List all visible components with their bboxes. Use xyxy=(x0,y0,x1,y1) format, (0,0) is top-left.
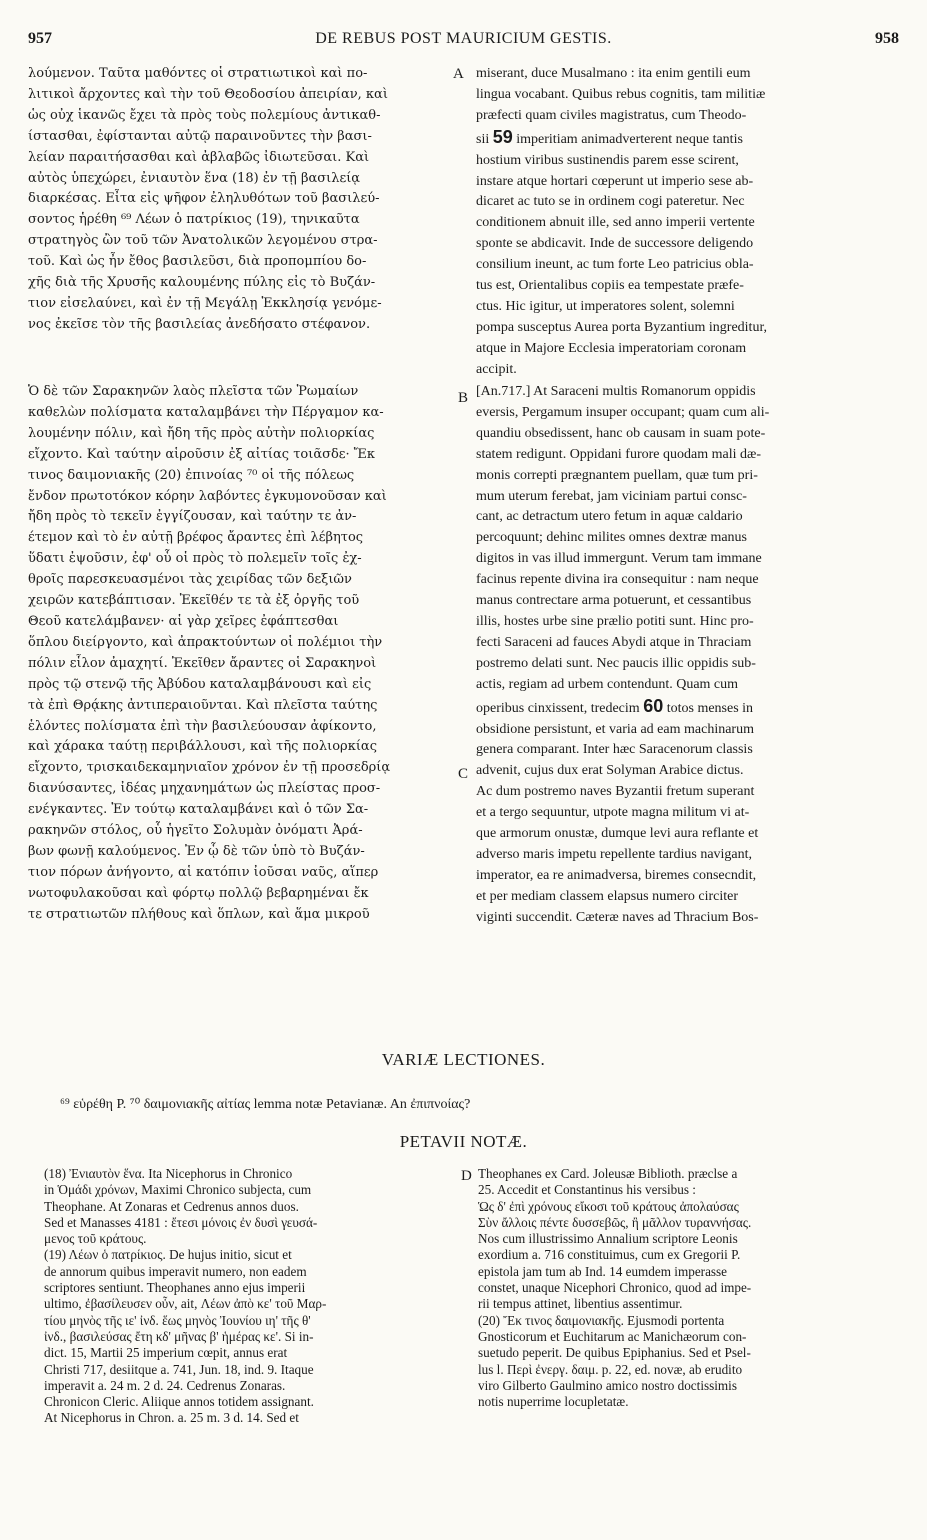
latin-text-line: miserant, duce Musalmano : ita enim gentili eum xyxy=(476,66,751,81)
margin-marker-b: B xyxy=(458,390,469,406)
latin-text-line: instare atque hortari cœperunt ut imperio sese ab- xyxy=(476,173,754,189)
note-line: epistola jam tum ab Ind. 14 eumdem imperasse xyxy=(478,1263,728,1279)
greek-text-line: βων φωνῇ καλούμενος. Ἐν ᾧ δὲ τῶν ὑπὸ τὸ Βυζάν- xyxy=(28,843,365,859)
latin-column-bottom xyxy=(476,382,900,929)
greek-text-line: νωτοφυλακοῦσαι καὶ φόρτῳ πολλῷ βεβαρημέναι ἔκ xyxy=(28,885,369,901)
latin-text-line: postremo delati sunt. Nec paucis illic oppidis sub- xyxy=(476,655,756,671)
latin-text-line: digitos in vas illud immergunt. Verum tam immane xyxy=(476,551,762,567)
greek-text-line: σοντος ἡρέθη ⁶⁹ Λέων ὁ πατρίκιος (19), τηνικαῦτα xyxy=(28,212,360,228)
latin-text-line: cant, ac detractum utero fetum in aquæ caldario xyxy=(476,509,743,525)
latin-text-line: adverso maris impetu repellente tardius navigant, xyxy=(476,846,753,862)
latin-text-line: [An.717.] At Saraceni multis Romanorum oppidis xyxy=(476,384,756,399)
greek-text-line: εἴχοντο, τρισκαιδεκαμηνιαῖον χρόνον ἐν τῇ προσεδρίᾳ xyxy=(28,760,391,776)
note-line: suetudo peperit. De quibus Epiphanius. Sed et Psel- xyxy=(478,1345,751,1361)
latin-text-line: fecti Saraceni ad fauces Abydi atque in Thraciam xyxy=(476,634,752,650)
greek-text-line: τοῦ. Καὶ ὡς ἦν ἔθος βασιλεῦσι, διὰ προπομπίου δο- xyxy=(28,254,367,270)
notes-column-left xyxy=(44,1166,464,1427)
page-number-left: 957 xyxy=(28,30,52,47)
margin-marker-c: C xyxy=(458,766,469,782)
latin-text-line: operibus cinxissent, tredecim 60 totos menses in xyxy=(476,695,754,716)
note-line: Nos cum illustrissimo Annalium scriptore Leonis xyxy=(478,1231,738,1247)
note-line: (20) Ἔκ τινος δαιμονιακῆς. Ejusmodi portenta xyxy=(478,1312,725,1328)
note-line: Ὡς δ' ἐπὶ χρόνους εἴκοσι τοῦ κράτους ἀπολαύσας xyxy=(478,1198,739,1214)
greek-text-line: Ὁ δὲ τῶν Σαρακηνῶν λαὸς πλεῖστα τῶν Ῥωμαίων xyxy=(28,384,359,399)
latin-text-line: præfecti quam civiles magistratus, cum Theodo- xyxy=(476,107,747,123)
greek-text-line: λούμενον. Ταῦτα μαθόντες οἱ στρατιωτικοὶ καὶ πο- xyxy=(28,66,368,81)
note-line: lus l. Περὶ ἐνεργ. δαιμ. p. 22, ed. novæ, ab erudito xyxy=(478,1361,743,1377)
note-line: (19) Λέων ὁ πατρίκιος. De hujus initio, sicut et xyxy=(44,1247,292,1263)
latin-text-line: ctus. Hic igitur, ut imperatores solent, solemni xyxy=(476,298,735,314)
page-number-right: 958 xyxy=(875,30,899,47)
note-line: Chronicon Cleric. Aliique annos totidem assignant. xyxy=(44,1394,314,1410)
greek-text-line: ὅπλου διείργοντο, καὶ ἀπρακτούντων οἱ πολέμιοι τὴν xyxy=(28,634,383,650)
latin-text-line: quandiu obsedissent, hanc ob causam in suam pote- xyxy=(476,425,766,441)
note-line: At Nicephorus in Chron. a. 25 m. 3 d. 14. Sed et xyxy=(44,1410,299,1426)
note-line: exordium a. 716 constituimus, cum ex Gregorii P. xyxy=(478,1247,741,1263)
note-line: Σὺν ἄλλοις πέντε δυσσεβῶς, ἢ μᾶλλον τυραννήσας. xyxy=(478,1214,752,1230)
greek-text-line: τινος δαιμονιακῆς (20) ἐπινοίας ⁷⁰ οἱ τῆς πόλεως xyxy=(28,467,355,483)
greek-text-line: ὡς οὐχ ἱκανῶς ἔχει τὰ πρὸς τοὺς πολεμίους ἀντικαθ- xyxy=(28,107,381,123)
marginal-page-number: 59 xyxy=(492,126,513,147)
latin-text-line: dicaret ac tuto se in ordinem cogi pateretur. Nec xyxy=(476,194,745,210)
note-line: (18) Ἐνιαυτὸν ἕνα. Ita Nicephorus in Chronico xyxy=(44,1166,293,1181)
greek-text-line: χῆς διὰ τῆς Χρυσῆς καλουμένης πύλης εἰς τὸ Βυζάν- xyxy=(28,275,376,291)
latin-text-line: tus est, Orientalibus copiis ea tempestate præfe- xyxy=(476,278,744,294)
note-line: notis nuperrime locupletatæ. xyxy=(478,1394,629,1410)
latin-text-line: pompa susceptus Aurea porta Byzantium ingreditur, xyxy=(476,319,768,335)
margin-marker-d: D xyxy=(461,1168,472,1184)
greek-text-line: καθελὼν πολίσματα καταλαμβάνει τὴν Πέργαμον κα- xyxy=(28,404,384,420)
note-line: viro Gilberto Gaulmino amico nostro doctissimis xyxy=(478,1377,737,1393)
latin-text-line: monis correpti prægnantem puellam, quæ tum pri- xyxy=(476,467,758,483)
note-line: scriptores sentiunt. Theophanes anno ejus imperii xyxy=(44,1280,306,1296)
latin-text-line: viginti succendit. Cæteræ naves ad Thracium Bos- xyxy=(476,909,759,925)
variae-lectiones-text: ⁶⁹ εὑρέθη P. ⁷⁰ δαιμονιακῆς αἰτίας lemma notæ Petavianæ. An ἐπιπνοίας? xyxy=(60,1097,471,1112)
greek-text-line: πρὸς τῷ στενῷ τῆς Ἀβύδου καταλαμβάνουσι καὶ εἰς xyxy=(28,676,372,692)
latin-text-line: hostium viribus sustinendis parem esse scirent, xyxy=(476,152,739,168)
latin-text-line: atque in Majore Ecclesia imperatoriam coronam xyxy=(476,340,747,356)
latin-text-line: que armorum onustæ, dumque levi aura reflante et xyxy=(476,826,759,842)
note-line: ἰνδ., βασιλεύσας ἔτη κδ' μῆνας β' ἡμέρας κε'. Si in- xyxy=(44,1328,314,1344)
latin-text-line: imperator, ea re animadversa, biremes consecndit, xyxy=(476,867,757,883)
latin-text-line: advenit, cujus dux erat Solyman Arabice dictus. xyxy=(476,763,744,779)
latin-text-line: illis, hostes urbe sine prælio potiti sunt. Hinc pro- xyxy=(476,613,754,629)
note-line: Theophanes ex Card. Joleusæ Biblioth. præclse a xyxy=(478,1166,738,1181)
greek-text-line: τε στρατιωτῶν πλήθους καὶ ὅπλων, καὶ ἅμα μικροῦ xyxy=(28,906,370,922)
greek-column-bottom xyxy=(28,382,454,926)
greek-text-line: ενέγκαντες. Ἐν τούτῳ καταλαμβάνει καὶ ὁ τῶν Σα- xyxy=(28,802,369,818)
greek-text-line: τιον εἰσελαύνει, καὶ ἐν τῇ Μεγάλῃ Ἐκκλησίᾳ γενόμε- xyxy=(28,295,382,311)
latin-text-line: statem redigunt. Oppidani furore quodam mali dæ- xyxy=(476,446,761,462)
note-line: constet, unaque Nicephori Chronico, quod ad impe- xyxy=(478,1280,752,1296)
greek-text-line: διανύσαντες, ἰδέας μηχανημάτων ὡς πλείστας προσ- xyxy=(28,781,381,797)
note-line: τίου μηνὸς τῆς ιε' ἰνδ. ἕως μηνὸς Ἰουνίου ιη' τῆς θ' xyxy=(44,1312,311,1328)
latin-text-line: genera comparant. Inter hæc Saracenorum classis xyxy=(476,742,753,758)
latin-text-line: mum uterum ferebat, jam viciniam partui consc- xyxy=(476,488,747,504)
greek-text-line: ἑλόντες πολίσματα ἐπὶ τὴν βασιλεύουσαν ἀφίκοντο, xyxy=(28,718,377,734)
latin-text-line: percoquunt; dehinc milites omnes dextræ manus xyxy=(476,530,748,546)
greek-text-line: τιον πόρων ἀνήγοντο, αἱ κατόπιν ἰοῦσαι ναῦς, αἵπερ xyxy=(28,864,379,880)
greek-text-line: διαρκέσας. Εἶτα εἰς ψῆφον ἐληλυθότων τοῦ βασιλεύ- xyxy=(28,191,380,207)
note-line: rii tempus attinet, libentius assentimur. xyxy=(478,1296,683,1312)
greek-text-line: θροῖς παρεσκευασμένοι τὰς χειρίδας τῶν δεξιῶν xyxy=(28,572,352,588)
greek-text-line: λιτικοὶ ἄρχοντες καὶ τὴν τοῦ Θεοδοσίου ἀπειρίαν, καὶ xyxy=(28,86,388,102)
note-line: dict. 15, Martii 25 imperium cœpit, annus erat xyxy=(44,1345,288,1361)
latin-text-line: accipit. xyxy=(476,361,517,377)
latin-column-top xyxy=(476,64,900,381)
greek-text-line: πόλιν εἷλον ἀμαχητί. Ἐκεῖθεν ἄραντες οἱ Σαρακηνοὶ xyxy=(28,655,377,671)
greek-text-line: χειρῶν κατεβάπτισαν. Ἐκεῖθέν τε τὰ ἐξ ὀργῆς τοῦ xyxy=(28,593,360,609)
page-header xyxy=(0,30,927,54)
greek-text-line: ἤδη πρὸς τὸ τεκεῖν ἐγγίζουσαν, καὶ ταύτην τε ἀν- xyxy=(28,509,357,525)
running-title: DE REBUS POST MAURICIUM GESTIS. xyxy=(315,30,612,47)
latin-text-line: manus contrectare arma potuerunt, et cessantibus xyxy=(476,593,752,609)
latin-text-line: et per mediam classem elapsus numero circiter xyxy=(476,888,739,904)
greek-text-line: ὕδατι ἐψοῦσιν, ἐφ' οὗ οἱ πρὸς τὸ πολεμεῖν τοῖς ἐχ- xyxy=(28,551,362,567)
greek-text-line: ίστασθαι, ἐφίστανται αὐτῷ παραινοῦντες τὴν βασι- xyxy=(28,128,372,144)
note-line: Christi 717, desiitque a. 741, Jun. 18, ind. 9. Itaque xyxy=(44,1361,314,1377)
greek-text-line: εἴχοντο. Καὶ ταύτην αἱροῦσιν ἐξ αἰτίας τοιᾶσδε· Ἔκ xyxy=(28,446,376,462)
greek-column-top xyxy=(28,64,454,336)
latin-text-line: eversis, Pergamum insuper occupant; quam cum ali- xyxy=(476,404,770,420)
variae-lectiones-title: VARIÆ LECTIONES. xyxy=(381,1050,546,1069)
greek-text-line: λουμένην πόλιν, καὶ ἤδη τῆς πρὸς αὐτὴν πολιορκίας xyxy=(28,425,375,441)
greek-text-line: αὐτὸς ὑπεχώρει, ἐνιαυτὸν ἕνα (18) ἐν τῇ βασιλείᾳ xyxy=(28,170,361,186)
note-line: imperavit a. 24 m. 2 d. 24. Cedrenus Zonaras. xyxy=(44,1377,286,1393)
margin-marker-a: A xyxy=(453,66,464,82)
greek-text-line: Θεοῦ κατελάμβανεν· αἱ γὰρ χεῖρες ἐφάπτεσθαι xyxy=(28,613,339,629)
notes-column-right xyxy=(478,1166,902,1410)
greek-text-line: ἔνδον πρωτοτόκον κόρην λαβόντες ἐγκυμονοῦσαν καὶ xyxy=(28,488,387,504)
latin-text-line: sii 59 imperitiam animadverterent neque tantis xyxy=(476,126,743,147)
greek-text-line: στρατηγὸς ὢν τοῦ τῶν Ἀνατολικῶν λεγομένου στρα- xyxy=(28,233,378,249)
latin-text-line: conditionem abnuit ille, sed anno imperii vertente xyxy=(476,215,755,231)
latin-text-line: Ac dum postremo naves Byzantii fretum superant xyxy=(476,784,755,800)
note-line: ultimo, ἐβασίλευσεν οὖν, ait, Λέων ἀπὸ κε' τοῦ Μαρ- xyxy=(44,1296,327,1312)
greek-text-line: λείαν παραιτήσασθαι καὶ ἀβλαβῶς ἰδιωτεῦσαι. Καὶ xyxy=(28,149,370,165)
latin-text-line: consilium ineunt, ac tum forte Leo patricius obla- xyxy=(476,257,754,273)
petavii-notae-title: PETAVII NOTÆ. xyxy=(399,1132,528,1151)
greek-text-line: τὰ ἐπὶ Θρᾴκης ἀντιπεραιοῦνται. Καὶ πλεῖστα ταύτης xyxy=(28,697,378,713)
greek-text-line: ρακηνῶν στόλος, οὗ ἡγεῖτο Σολυμὰν ὀνόματι Ἀρά- xyxy=(28,823,363,839)
latin-text-line: et a tergo sequuntur, utpote magna militum vi at- xyxy=(476,805,750,821)
greek-text-line: έτεμον καὶ τὸ ἐν αὐτῇ βρέφος ἄραντες ἐπὶ λέβητος xyxy=(28,530,364,546)
note-line: de annorum quibus imperavit numero, non eadem xyxy=(44,1263,307,1279)
note-line: μενος τοῦ κράτους. xyxy=(44,1231,147,1247)
latin-text-line: sponte se abdicavit. Inde de successore deligendo xyxy=(476,236,754,252)
greek-text-line: καὶ χάρακα ταύτῃ περιβάλλουσι, καὶ τῆς πολιορκίας xyxy=(28,739,377,755)
greek-text-line: νος ἐκεῖσε τὸν τῆς βασιλείας ἀνεδήσατο στέφανον. xyxy=(28,316,371,332)
note-line: in Ὁμάδι χρόνων, Maximi Chronico subjecta, cum xyxy=(44,1182,312,1198)
latin-text-line: obsidione persistunt, et varia ad eam machinarum xyxy=(476,721,754,737)
latin-text-line: lingua vocabant. Quibus rebus cognitis, tam militiæ xyxy=(476,86,766,102)
note-line: 25. Accedit et Constantinus his versibus : xyxy=(478,1182,696,1198)
latin-text-line: actis, regiam ad urbem contendunt. Quam cum xyxy=(476,676,739,692)
marginal-page-number: 60 xyxy=(643,695,664,716)
note-line: Sed et Manasses 4181 : ἔτεσι μόνοις ἐν δυσὶ γευσά- xyxy=(44,1214,318,1230)
note-line: Gnosticorum et Euchitarum ac Manichæorum con- xyxy=(478,1328,747,1344)
latin-text-line: facinus repente divina ira consequitur : nam neque xyxy=(476,572,759,588)
note-line: Theophane. At Zonaras et Cedrenus annos duos. xyxy=(44,1198,299,1214)
